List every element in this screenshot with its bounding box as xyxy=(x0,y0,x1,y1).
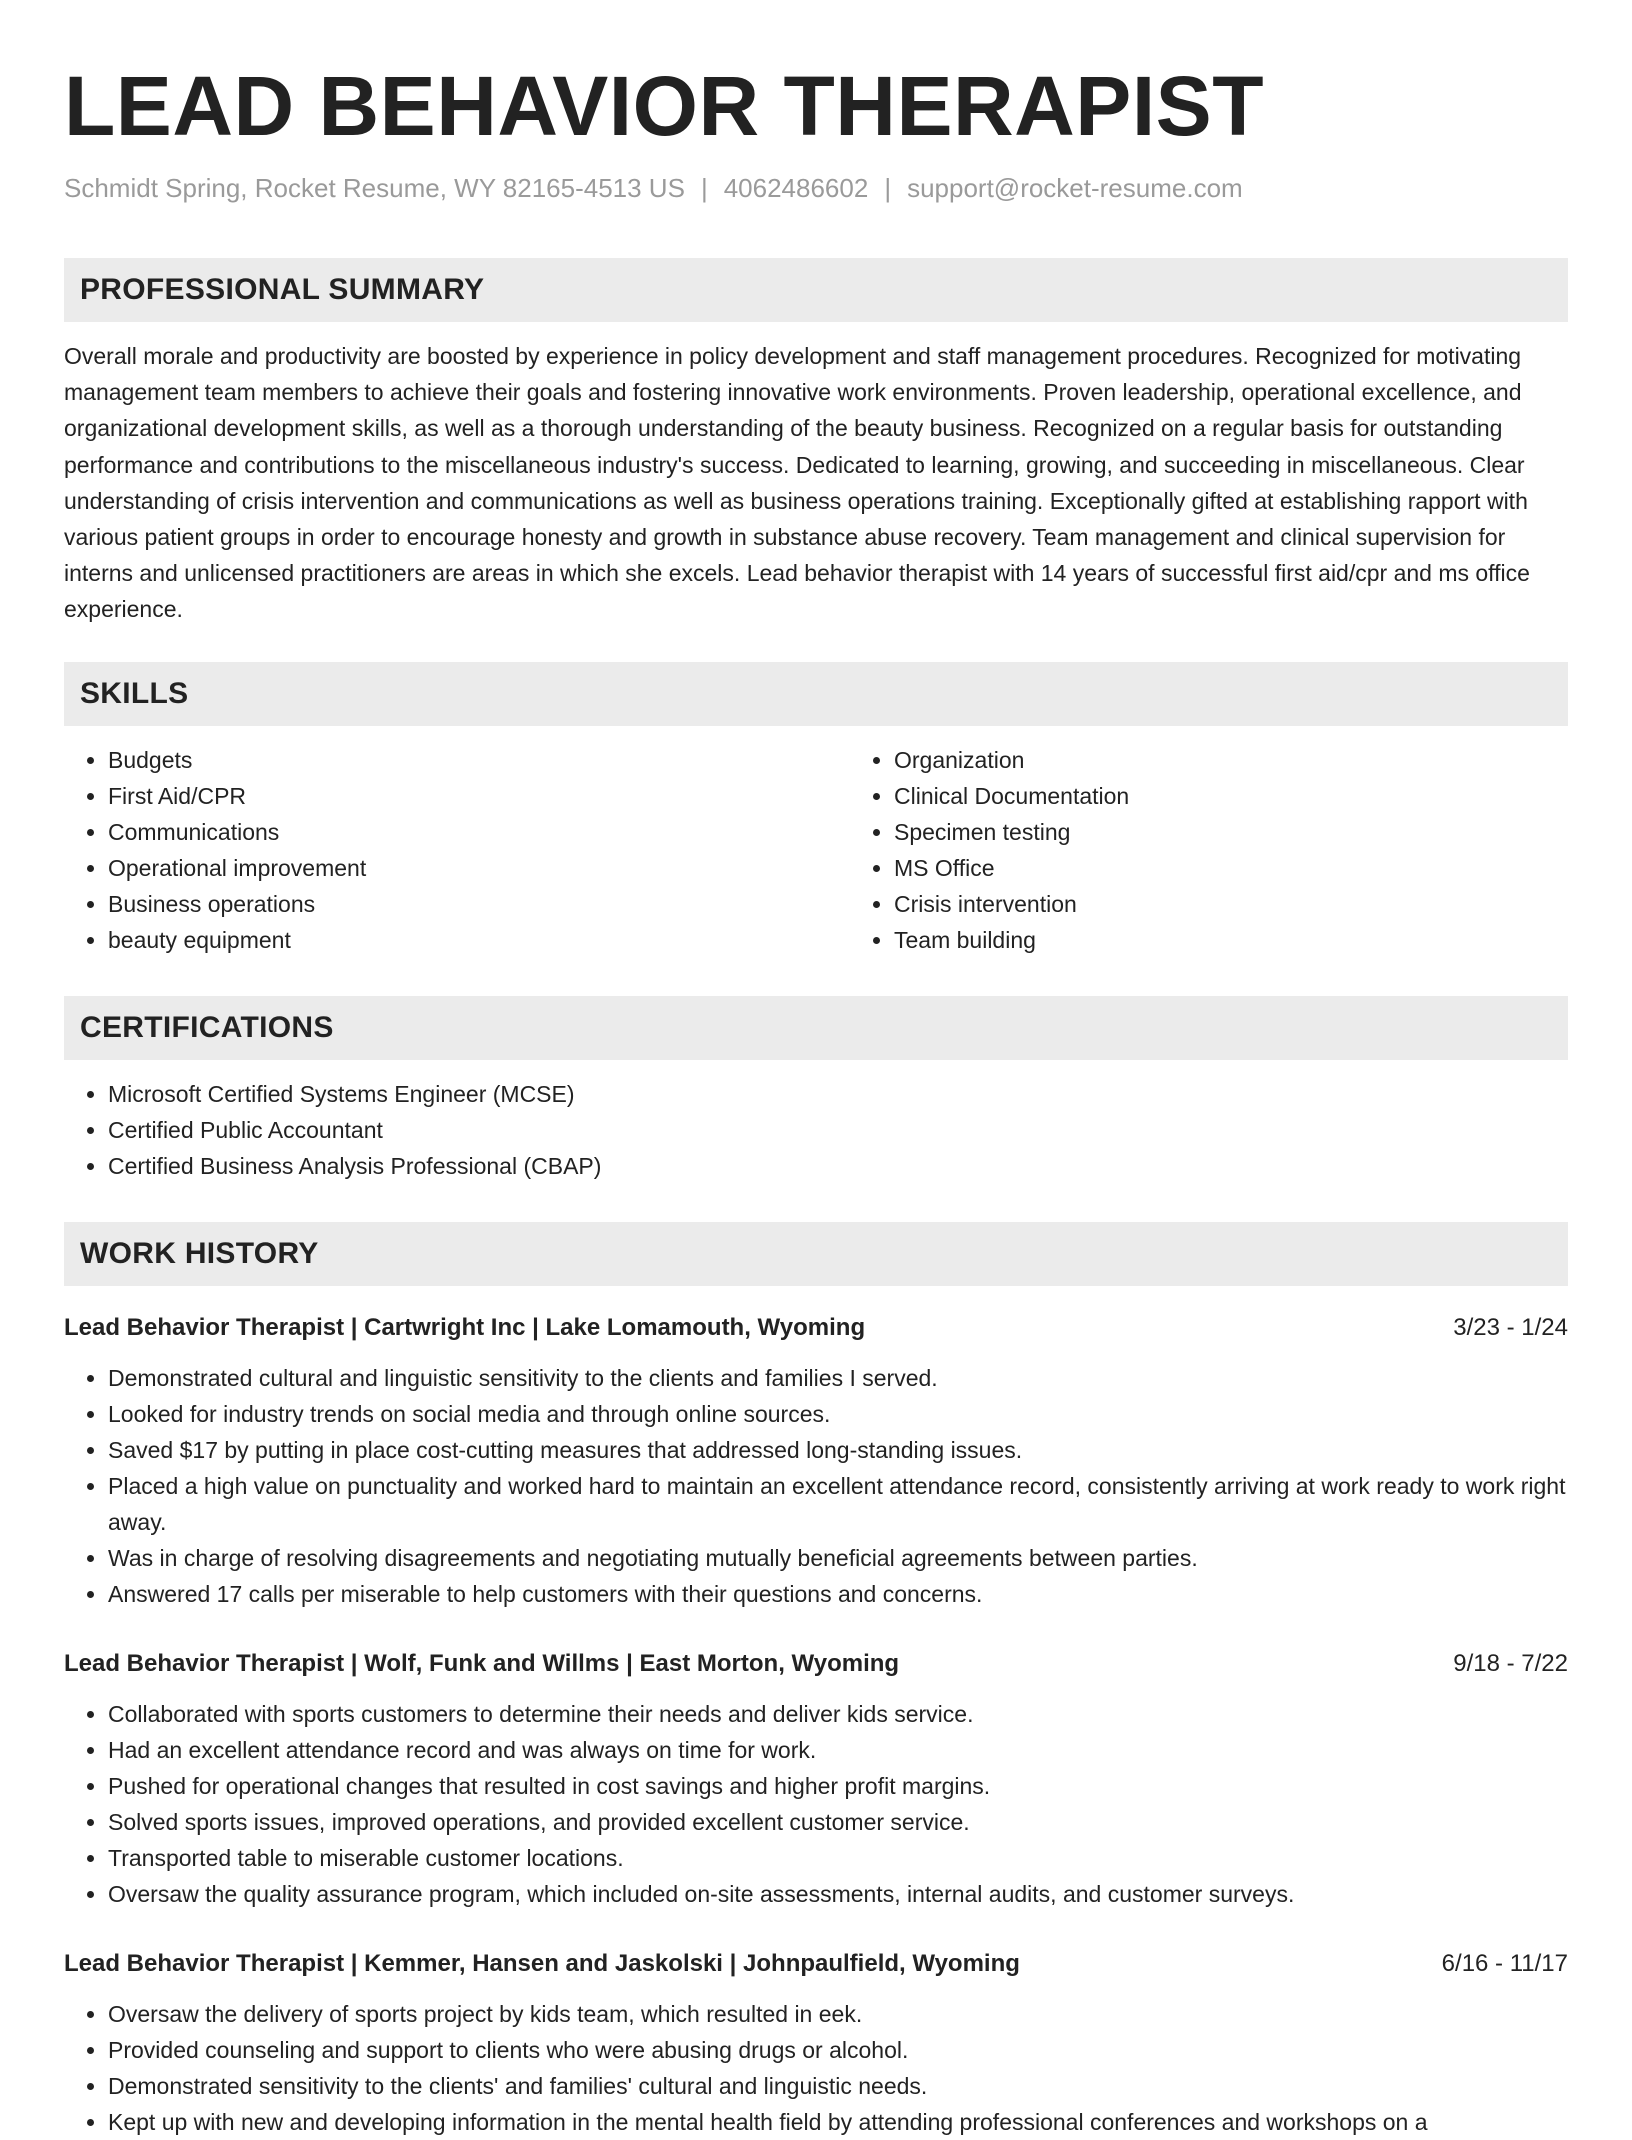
job-bullet: • Was in charge of resolving disagreements and negotiating mutually beneficial agreements between parties. xyxy=(108,1540,1568,1576)
job-bullet: • Looked for industry trends on social media and through online sources. xyxy=(108,1396,1568,1432)
job-entry xyxy=(64,1646,1568,1912)
job-bullet: • Solved sports issues, improved operations, and provided excellent customer service. xyxy=(108,1804,1568,1840)
skill-item: • Budgets xyxy=(108,742,850,778)
job-bullet: • Demonstrated cultural and linguistic sensitivity to the clients and families I served. xyxy=(108,1360,1568,1396)
section-header-certifications: CERTIFICATIONS xyxy=(64,996,1568,1060)
job-dates: 3/23 - 1/24 xyxy=(1453,1313,1568,1341)
contact-email: support@rocket-resume.com xyxy=(907,173,1243,203)
skill-item: • First Aid/CPR xyxy=(108,778,850,814)
job-header xyxy=(64,1310,1568,1346)
skill-item: • Operational improvement xyxy=(108,850,850,886)
job-bullet: • Transported table to miserable customer locations. xyxy=(108,1840,1568,1876)
skill-item: • Communications xyxy=(108,814,850,850)
certification-item: • Microsoft Certified Systems Engineer (MCSE) xyxy=(108,1076,1568,1112)
job-bullet: • Oversaw the quality assurance program, which included on-site assessments, internal audits, and customer surveys. xyxy=(108,1876,1568,1912)
job-bullet: • Provided counseling and support to clients who were abusing drugs or alcohol. xyxy=(108,2032,1568,2068)
job-bullet: • Kept up with new and developing information in the mental health field by attending professional conferences and workshops on a xyxy=(108,2104,1568,2140)
job-bullet: • Pushed for operational changes that resulted in cost savings and higher profit margins. xyxy=(108,1768,1568,1804)
skill-item: • Crisis intervention xyxy=(894,886,1632,922)
skill-item: • Team building xyxy=(894,922,1632,958)
resume-name: LEAD BEHAVIOR THERAPIST xyxy=(64,59,1265,153)
section-header-skills: SKILLS xyxy=(64,662,1568,726)
section-header-summary: PROFESSIONAL SUMMARY xyxy=(64,258,1568,322)
contact-address: Schmidt Spring, Rocket Resume, WY 82165-4513 US xyxy=(64,173,685,203)
job-bullet: • Saved $17 by putting in place cost-cutting measures that addressed long-standing issues. xyxy=(108,1432,1568,1468)
contact-line xyxy=(64,168,1568,208)
contact-phone: 4062486602 xyxy=(723,173,869,203)
job-bullet: • Collaborated with sports customers to determine their needs and deliver kids service. xyxy=(108,1696,1568,1732)
summary-text: Overall morale and productivity are boosted by experience in policy development and staff management procedures. Recognized for motivating management team members to achieve their goals and fostering innovative work environments. Proven leadership, operational excellence, and organizational development skills, as well as a thorough understanding of the beauty business. Recognized on a regular basis for outstanding performance and contributions to the miscellaneous industry's success. Dedicated to learning, growing, and succeeding in miscellaneous. Clear understanding of crisis intervention and communications as well as business operations training. Exceptionally gifted at establishing rapport with various patient groups in order to encourage honesty and growth in substance abuse recovery. Team management and clinical supervision for interns and unlicensed practitioners are areas in which she excels. Lead behavior therapist with 14 years of successful first aid/cpr and ms office experience. xyxy=(64,343,1530,623)
skill-item: • beauty equipment xyxy=(108,922,850,958)
job-entry xyxy=(64,1946,1568,2140)
job-bullets xyxy=(64,1696,1568,1912)
skills-list-right xyxy=(850,742,1632,958)
job-header xyxy=(64,1946,1568,1982)
job-bullet: • Had an excellent attendance record and was always on time for work. xyxy=(108,1732,1568,1768)
skill-item: • MS Office xyxy=(894,850,1632,886)
job-bullet: • Answered 17 calls per miserable to help customers with their questions and concerns. xyxy=(108,1576,1568,1612)
job-bullet: • Demonstrated sensitivity to the clients' and families' cultural and linguistic needs. xyxy=(108,2068,1568,2104)
contact-separator: | xyxy=(700,173,708,203)
job-bullets xyxy=(64,1996,1568,2140)
skill-item: • Organization xyxy=(894,742,1632,778)
job-header xyxy=(64,1646,1568,1682)
skill-item: • Business operations xyxy=(108,886,850,922)
skills-list-left xyxy=(64,742,850,958)
job-bullet: • Placed a high value on punctuality and worked hard to maintain an excellent attendance record, consistently arriving at work ready to work right away. xyxy=(108,1468,1568,1540)
skill-item: • Specimen testing xyxy=(894,814,1632,850)
job-heading: Lead Behavior Therapist | Kemmer, Hansen and Jaskolski | Johnpaulfield, Wyoming xyxy=(64,1949,1020,1977)
job-dates: 6/16 - 11/17 xyxy=(1441,1949,1568,1977)
job-bullet: • Oversaw the delivery of sports project by kids team, which resulted in eek. xyxy=(108,1996,1568,2032)
contact-separator: | xyxy=(884,173,892,203)
certification-item: • Certified Business Analysis Professional (CBAP) xyxy=(108,1148,1568,1184)
job-bullets xyxy=(64,1360,1568,1612)
certifications-list xyxy=(64,1076,1568,1184)
job-heading: Lead Behavior Therapist | Cartwright Inc | Lake Lomamouth, Wyoming xyxy=(64,1313,866,1341)
section-header-work-history: WORK HISTORY xyxy=(64,1222,1568,1286)
job-dates: 9/18 - 7/22 xyxy=(1453,1649,1568,1677)
certification-item: • Certified Public Accountant xyxy=(108,1112,1568,1148)
skills-grid xyxy=(64,742,1568,958)
job-heading: Lead Behavior Therapist | Wolf, Funk and Willms | East Morton, Wyoming xyxy=(64,1649,900,1677)
job-entry xyxy=(64,1310,1568,1612)
skill-item: • Clinical Documentation xyxy=(894,778,1632,814)
